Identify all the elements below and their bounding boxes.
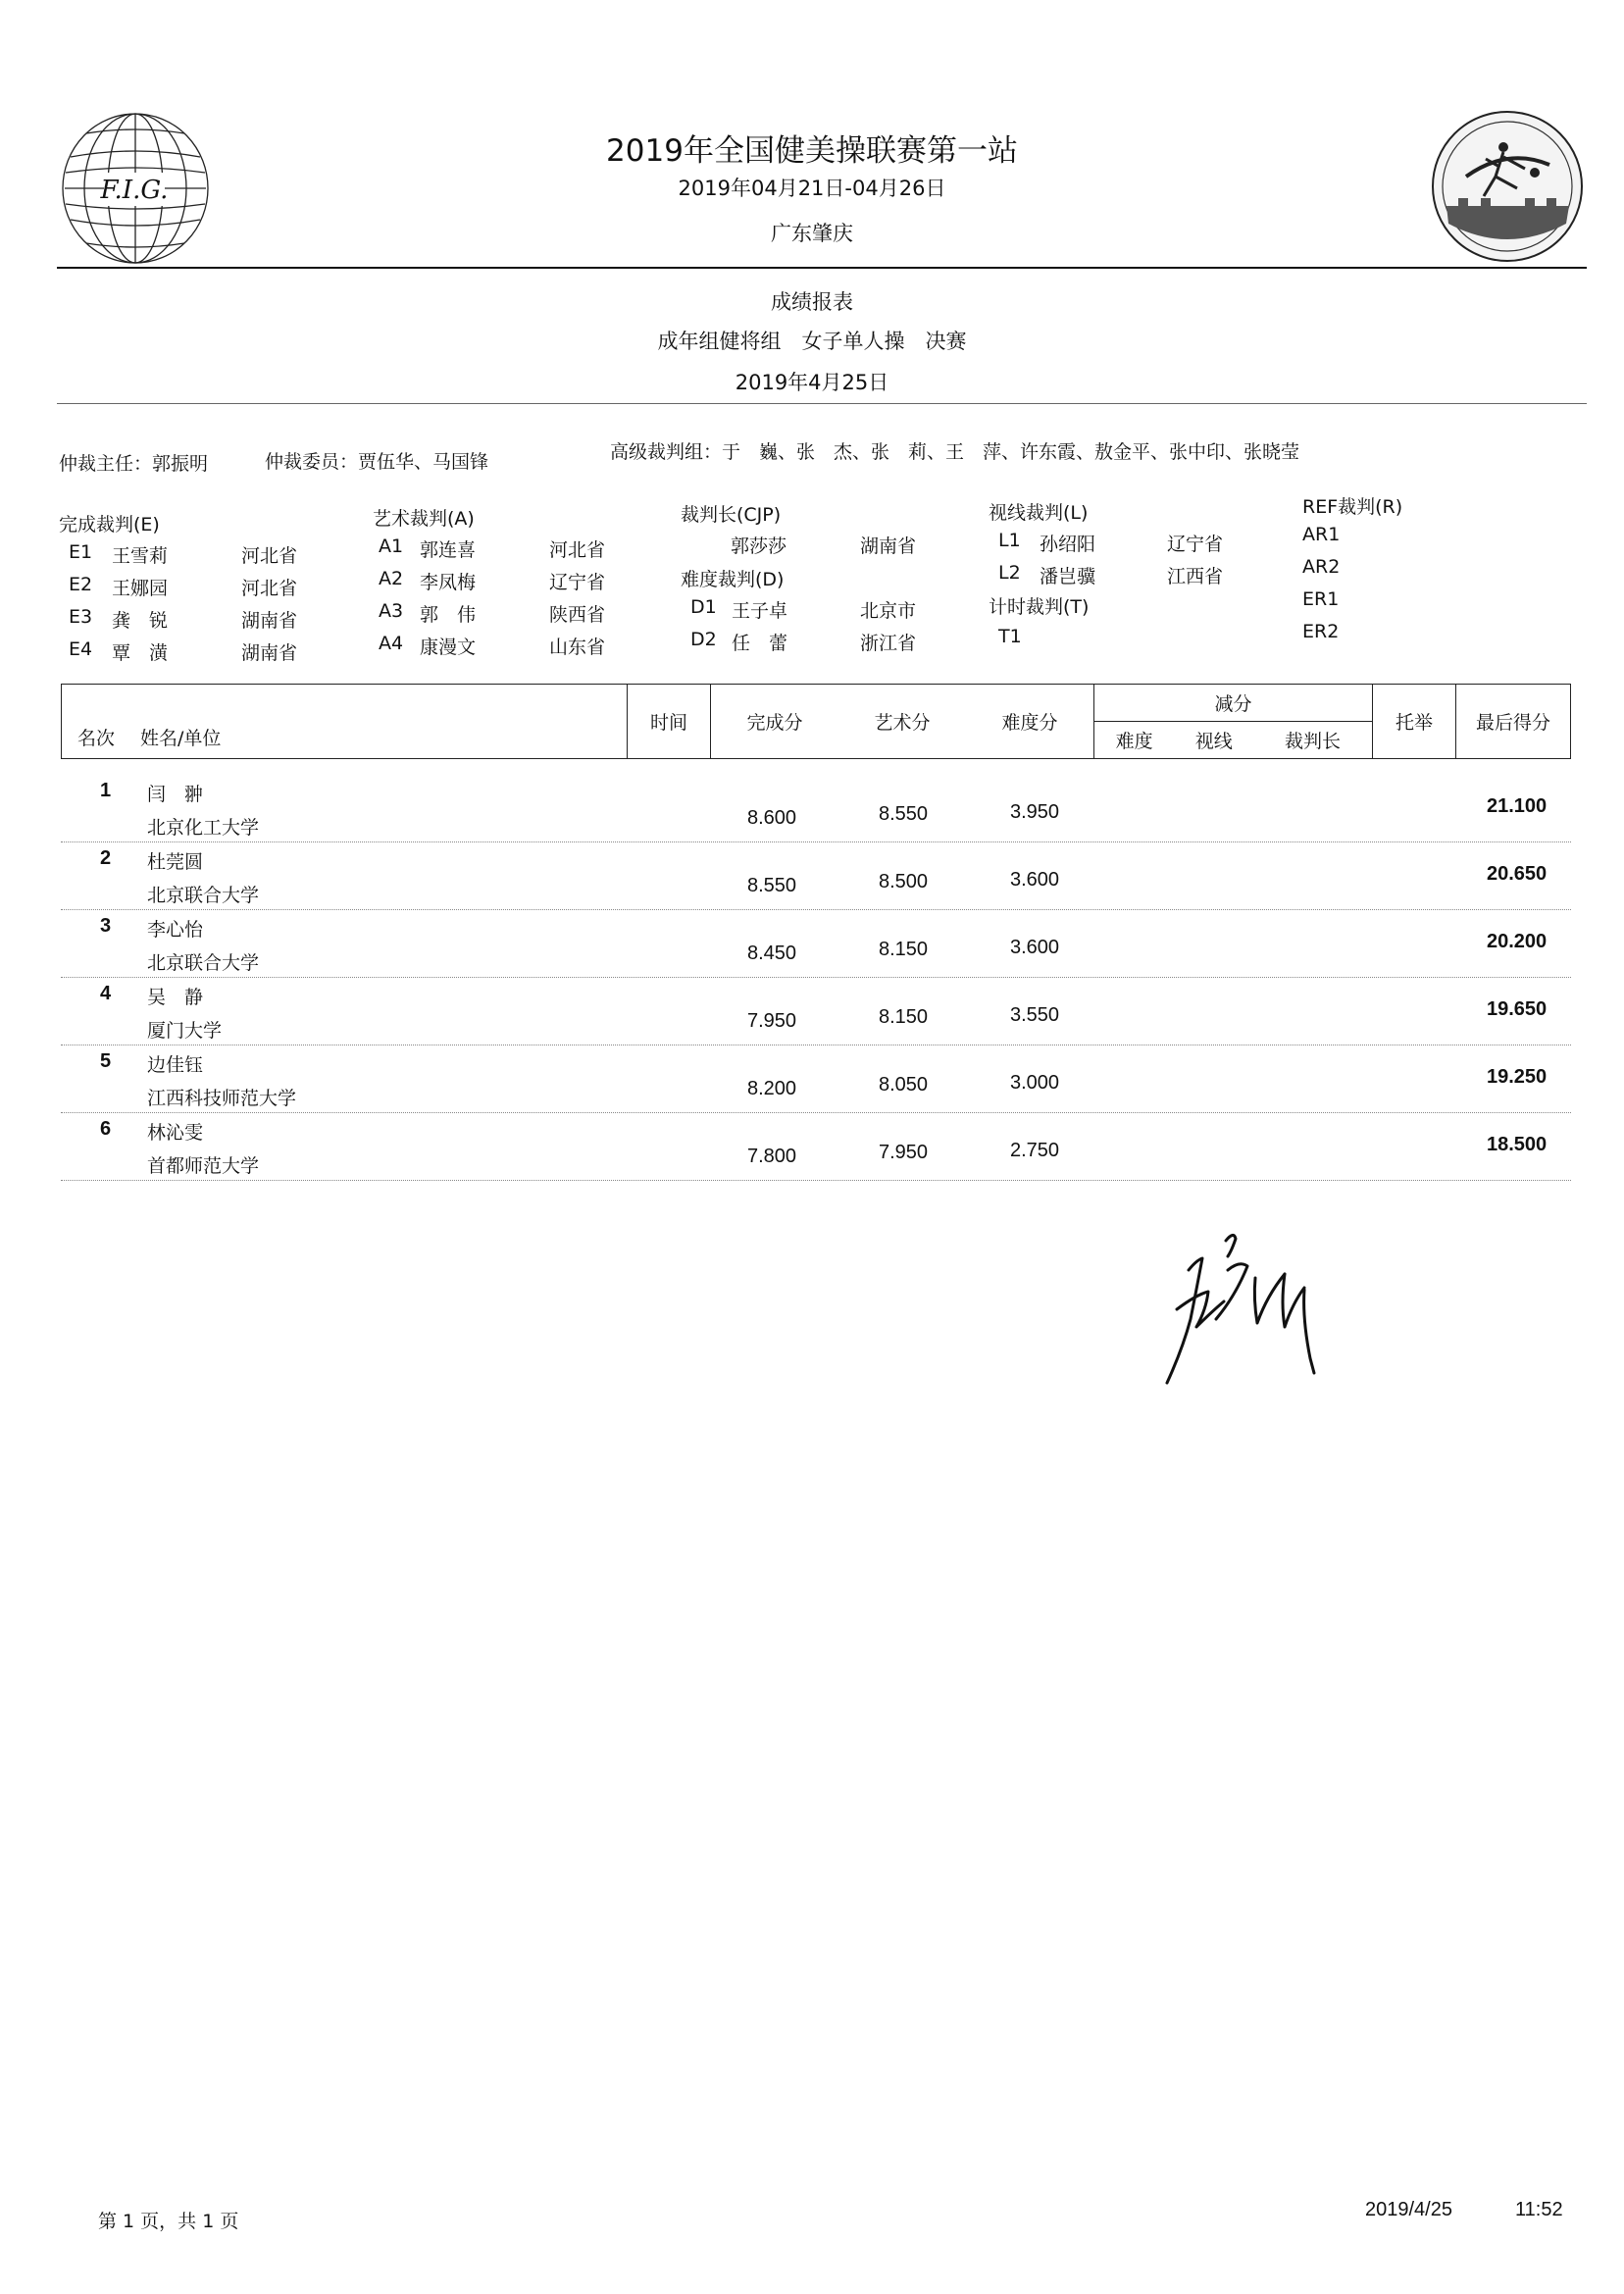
header-divider bbox=[57, 267, 1587, 269]
ded-cjp-header: 裁判长 bbox=[1253, 722, 1372, 759]
lift-header: 托举 bbox=[1373, 685, 1456, 759]
chief-name: 郭振明 bbox=[152, 453, 209, 475]
ded-difficulty-header: 难度 bbox=[1094, 722, 1175, 759]
execution-judge-province: 湖南省 bbox=[241, 610, 298, 632]
athlete-unit: 北京化工大学 bbox=[147, 817, 260, 839]
final-score: 20.200 bbox=[1487, 931, 1548, 952]
difficulty-header: 难度分 bbox=[966, 685, 1094, 759]
artistry-judge-code: A3 bbox=[379, 600, 404, 622]
rank-cell: 1 bbox=[100, 780, 112, 801]
difficulty-judge-name: 任 蕾 bbox=[732, 633, 788, 654]
rank-cell: 5 bbox=[100, 1050, 112, 1072]
print-date: 2019/4/25 bbox=[1365, 2199, 1452, 2220]
rank-cell: 4 bbox=[100, 983, 112, 1004]
execution-judge-province: 河北省 bbox=[241, 545, 298, 567]
execution-judge-name: 王雪莉 bbox=[112, 545, 169, 567]
execution-judge-province: 湖南省 bbox=[241, 642, 298, 664]
artistry-score: 8.500 bbox=[879, 871, 929, 892]
cjp-province: 湖南省 bbox=[860, 535, 917, 557]
ref-judge-code: AR2 bbox=[1302, 556, 1341, 578]
senior-names: 于 巍、张 杰、张 莉、王 萍、许东霞、敖金平、张中印、张晓莹 bbox=[722, 441, 1300, 463]
arbitration-committee bbox=[265, 447, 488, 474]
committee-label: 仲裁委员： bbox=[265, 451, 359, 473]
artistry-judge-province: 辽宁省 bbox=[549, 572, 606, 593]
athlete-unit: 厦门大学 bbox=[147, 1020, 223, 1042]
row-separator bbox=[61, 1112, 1571, 1113]
final-score: 19.250 bbox=[1487, 1066, 1548, 1088]
athlete-unit: 首都师范大学 bbox=[147, 1155, 260, 1177]
officials-divider bbox=[57, 403, 1587, 404]
difficulty-score: 3.600 bbox=[1010, 869, 1060, 891]
artistry-judge-name: 郭 伟 bbox=[420, 604, 477, 626]
artistry-judge-name: 郭连喜 bbox=[420, 539, 477, 561]
difficulty-judge-code: D1 bbox=[690, 596, 717, 618]
artistry-score: 8.150 bbox=[879, 939, 929, 960]
difficulty-score: 3.000 bbox=[1010, 1072, 1060, 1094]
report-title: 成绩报表 bbox=[771, 290, 853, 314]
execution-judge-code: E1 bbox=[69, 541, 93, 563]
execution-score: 8.450 bbox=[747, 943, 797, 964]
ref-judge-code: ER1 bbox=[1302, 588, 1340, 610]
artistry-judge-code: A2 bbox=[379, 568, 404, 589]
row-separator bbox=[61, 977, 1571, 978]
row-separator bbox=[61, 909, 1571, 910]
execution-judge-name: 龚 锐 bbox=[112, 610, 169, 632]
artistry-score: 8.150 bbox=[879, 1006, 929, 1028]
difficulty-judge-province: 浙江省 bbox=[860, 633, 917, 654]
page-indicator: 第 1 页，共 1 页 bbox=[98, 2211, 239, 2232]
ref-judge-code: AR1 bbox=[1302, 524, 1341, 545]
caa-logo bbox=[1427, 108, 1589, 265]
chief-label: 仲裁主任： bbox=[59, 453, 153, 475]
line-judge-name: 孙绍阳 bbox=[1040, 534, 1096, 555]
difficulty-score: 3.950 bbox=[1010, 801, 1060, 823]
event-location: 广东肇庆 bbox=[771, 222, 853, 245]
row-separator bbox=[61, 841, 1571, 842]
artistry-judge-province: 陕西省 bbox=[549, 604, 606, 626]
artistry-judge-name: 李凤梅 bbox=[420, 572, 477, 593]
line-judge-code: L2 bbox=[998, 562, 1021, 584]
execution-judge-name: 王娜园 bbox=[112, 578, 169, 599]
athlete-name: 闫 翀 bbox=[147, 784, 204, 805]
difficulty-score: 3.600 bbox=[1010, 937, 1060, 958]
artistry-score: 7.950 bbox=[879, 1142, 929, 1163]
athlete-unit: 北京联合大学 bbox=[147, 952, 260, 974]
line-judge-code: L1 bbox=[998, 530, 1021, 551]
athlete-name: 吴 静 bbox=[147, 987, 204, 1008]
page-title: 2019年全国健美操联赛第一站 bbox=[606, 133, 1018, 169]
athlete-name: 李心怡 bbox=[147, 919, 204, 941]
line-judge-province: 江西省 bbox=[1167, 566, 1224, 587]
cjp-name: 郭莎莎 bbox=[731, 535, 787, 557]
final-score: 21.100 bbox=[1487, 795, 1548, 817]
results-table-header bbox=[61, 684, 1571, 759]
difficulty-judge-name: 王子卓 bbox=[732, 600, 788, 622]
ref-heading: REF裁判(R) bbox=[1302, 496, 1403, 518]
print-time: 11:52 bbox=[1515, 2199, 1563, 2220]
artistry-score: 8.050 bbox=[879, 1074, 929, 1096]
name-header: 姓名/单位 bbox=[140, 728, 222, 749]
artistry-judge-name: 康漫文 bbox=[420, 637, 477, 658]
time-judge-code: T1 bbox=[998, 626, 1022, 647]
artistry-score: 8.550 bbox=[879, 803, 929, 825]
time-header: 时间 bbox=[628, 685, 711, 759]
event-dates: 2019年04月21日-04月26日 bbox=[678, 177, 946, 200]
report-date: 2019年4月25日 bbox=[735, 371, 889, 394]
difficulty-score: 2.750 bbox=[1010, 1140, 1060, 1161]
execution-score: 8.550 bbox=[747, 875, 797, 896]
execution-score: 7.800 bbox=[747, 1146, 797, 1167]
signature bbox=[1138, 1201, 1383, 1398]
difficulty-judge-province: 北京市 bbox=[860, 600, 917, 622]
ref-judge-code: ER2 bbox=[1302, 621, 1340, 642]
execution-judge-province: 河北省 bbox=[241, 578, 298, 599]
senior-label: 高级裁判组： bbox=[610, 441, 723, 463]
artistry-judge-province: 山东省 bbox=[549, 637, 606, 658]
athlete-unit: 江西科技师范大学 bbox=[147, 1088, 297, 1109]
final-score: 19.650 bbox=[1487, 998, 1548, 1020]
execution-judge-code: E4 bbox=[69, 638, 93, 660]
execution-judge-code: E3 bbox=[69, 606, 93, 628]
line-judge-province: 辽宁省 bbox=[1167, 534, 1224, 555]
chief-arbiter bbox=[59, 449, 208, 476]
ded-line-header: 视线 bbox=[1174, 722, 1253, 759]
row-separator bbox=[61, 1180, 1571, 1181]
svg-text:F.I.G.: F.I.G. bbox=[100, 176, 169, 205]
execution-header: 完成分 bbox=[711, 685, 839, 759]
execution-heading: 完成裁判(E) bbox=[59, 514, 160, 535]
committee-names: 贾伍华、马国锋 bbox=[358, 451, 489, 473]
execution-judge-name: 覃 潢 bbox=[112, 642, 169, 664]
time-heading: 计时裁判(T) bbox=[989, 596, 1090, 618]
rank-header: 名次 bbox=[77, 728, 116, 749]
execution-score: 8.600 bbox=[747, 807, 797, 829]
difficulty-score: 3.550 bbox=[1010, 1004, 1060, 1026]
senior-judges bbox=[610, 437, 1299, 464]
rank-cell: 2 bbox=[100, 847, 112, 869]
execution-judge-code: E2 bbox=[69, 574, 93, 595]
rank-cell: 3 bbox=[100, 915, 112, 937]
artistry-header: 艺术分 bbox=[838, 685, 966, 759]
report-category: 成年组健将组 女子单人操 决赛 bbox=[657, 330, 967, 353]
final-score: 18.500 bbox=[1487, 1134, 1548, 1155]
final-header: 最后得分 bbox=[1456, 685, 1571, 759]
difficulty-heading: 难度裁判(D) bbox=[681, 569, 785, 590]
deduction-header: 减分 bbox=[1094, 685, 1373, 722]
execution-score: 7.950 bbox=[747, 1010, 797, 1032]
artistry-judge-province: 河北省 bbox=[549, 539, 606, 561]
athlete-name: 边佳钰 bbox=[147, 1054, 204, 1076]
athlete-unit: 北京联合大学 bbox=[147, 885, 260, 906]
artistry-judge-code: A4 bbox=[379, 633, 404, 654]
rank-cell: 6 bbox=[100, 1118, 112, 1140]
execution-score: 8.200 bbox=[747, 1078, 797, 1099]
final-score: 20.650 bbox=[1487, 863, 1548, 885]
fig-logo bbox=[57, 108, 214, 270]
artistry-judge-code: A1 bbox=[379, 535, 404, 557]
rank-name-header bbox=[62, 685, 628, 759]
athlete-name: 杜莞圆 bbox=[147, 851, 204, 873]
athlete-name: 林沁雯 bbox=[147, 1122, 204, 1144]
difficulty-judge-code: D2 bbox=[690, 629, 717, 650]
cjp-heading: 裁判长(CJP) bbox=[681, 504, 782, 526]
artistry-heading: 艺术裁判(A) bbox=[373, 508, 475, 530]
line-judge-name: 潘岂骥 bbox=[1040, 566, 1096, 587]
line-heading: 视线裁判(L) bbox=[989, 502, 1089, 524]
